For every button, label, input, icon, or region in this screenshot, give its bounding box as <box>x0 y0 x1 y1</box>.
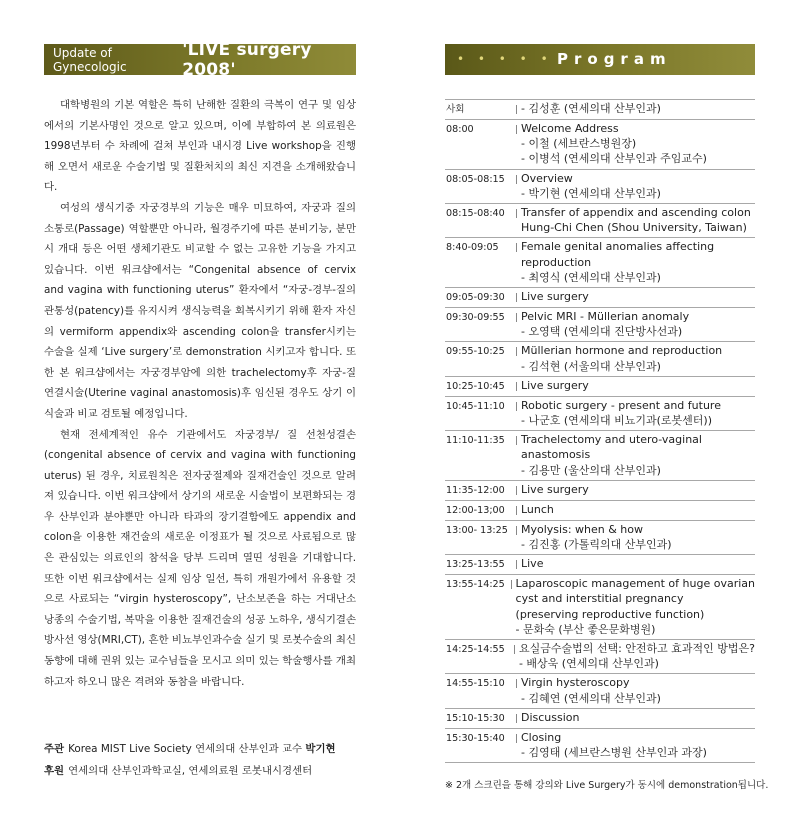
schedule-line: - 김혜연 (연세의대 산부인과) <box>521 691 661 705</box>
schedule-content <box>521 378 755 394</box>
support-label: 후원 <box>44 765 65 777</box>
schedule-row <box>445 397 755 431</box>
row-divider <box>514 289 521 305</box>
schedule-row <box>445 640 755 674</box>
row-divider <box>514 309 521 339</box>
schedule-time: 8:40-09:05 <box>446 242 499 254</box>
sponsor-info <box>44 738 364 782</box>
event-title-banner <box>44 39 356 80</box>
schedule-time: 11:10-11:35 <box>446 435 505 447</box>
schedule-line: Live surgery <box>521 482 589 496</box>
schedule-content <box>516 576 755 637</box>
schedule-content <box>521 522 755 552</box>
row-divider <box>512 641 519 671</box>
schedule-line: Trachelectomy and utero-vaginal <box>521 433 702 447</box>
schedule-line: - 나군호 (연세의대 비뇨기과(로봇센터)) <box>521 414 713 428</box>
schedule-row <box>445 431 755 481</box>
row-divider <box>514 343 521 373</box>
row-divider <box>514 730 521 760</box>
schedule-line: - 박기현 (연세의대 산부인과) <box>521 186 661 200</box>
schedule-line: anastomosis <box>521 448 591 462</box>
schedule-line: Myolysis: when & how <box>521 522 643 536</box>
schedule-time: 11:35-12:00 <box>446 484 505 496</box>
schedule-content <box>521 482 755 498</box>
schedule-line: Pelvic MRI - Müllerian anomaly <box>521 310 690 324</box>
host-label: 주관 <box>44 743 65 755</box>
left-column <box>44 39 356 692</box>
schedule-content <box>521 239 755 285</box>
schedule-row <box>445 575 755 640</box>
schedule-line: Transfer of appendix and ascending colon <box>521 206 751 220</box>
schedule-time: 08:15-08:40 <box>446 208 505 220</box>
schedule-time: 사회 <box>446 104 465 115</box>
row-divider <box>514 675 521 705</box>
schedule-line: Closing <box>521 730 562 744</box>
schedule-line: Discussion <box>521 710 580 724</box>
schedule-row <box>445 555 755 575</box>
schedule-row <box>445 342 755 376</box>
schedule-content <box>521 121 755 167</box>
schedule-row <box>445 238 755 288</box>
intro-paragraph-1: 대학병원의 기본 역할은 특히 난해한 질환의 극복이 연구 및 임상에서의 기본사명인 것으로 알고 있으며, 이에 부합하여 본 의료원은 1998년부터 수 차례에 걸쳐 부인과 내시경 Live workshop을 진행해 오면서 새로운 수술기법 및 질환처치의 최신 지견을 소개해왔습니다. <box>44 99 356 194</box>
program-schedule <box>445 99 755 763</box>
schedule-line: Live <box>521 557 544 571</box>
schedule-line: Female genital anomalies affecting <box>521 240 715 254</box>
schedule-line: - 배상욱 (연세의대 산부인과) <box>518 657 659 671</box>
schedule-line: 요실금수술법의 선택: 안전하고 효과적인 방법은? <box>518 642 755 656</box>
schedule-time: 08:05-08:15 <box>446 173 505 185</box>
schedule-line: - 김영태 (세브란스병원 산부인과 과장) <box>521 746 707 760</box>
schedule-line: (preserving reproductive function) <box>515 607 705 621</box>
program-banner <box>445 44 755 75</box>
schedule-time: 10:45-11:10 <box>446 400 505 412</box>
schedule-time: 10:25-10:45 <box>446 380 505 392</box>
schedule-row <box>445 729 755 763</box>
event-title-prefix: Update of Gynecologic <box>53 45 127 74</box>
row-divider <box>514 378 521 394</box>
schedule-row <box>445 308 755 342</box>
program-title: Program <box>557 50 672 68</box>
banner-dots: • • • • • • <box>457 52 574 66</box>
schedule-line: Live surgery <box>521 378 589 392</box>
host-line <box>44 738 364 760</box>
schedule-time: 09:30-09:55 <box>446 312 505 324</box>
schedule-line: - 김석현 (서울의대 산부인과) <box>521 359 661 373</box>
row-divider <box>514 398 521 428</box>
schedule-line: - 최영식 (연세의대 산부인과) <box>521 270 661 284</box>
schedule-line: Hung-Chi Chen (Shou University, Taiwan) <box>521 221 747 235</box>
schedule-time: 15:10-15:30 <box>446 712 505 724</box>
program-column <box>445 44 755 763</box>
schedule-line: Overview <box>521 171 573 185</box>
row-divider <box>514 710 521 726</box>
schedule-content <box>521 398 755 428</box>
schedule-line: Robotic surgery - present and future <box>521 398 721 412</box>
schedule-line: - 김성훈 (연세의대 산부인과) <box>521 102 661 115</box>
schedule-line: - 김진홍 (가톨릭의대 산부인과) <box>521 538 672 552</box>
schedule-line: - 이병석 (연세의대 산부인과 주임교수) <box>521 152 707 166</box>
schedule-line: - 김용만 (울산의대 산부인과) <box>521 463 661 477</box>
schedule-time: 13:00- 13:25 <box>446 524 508 536</box>
host-text: Korea MIST Live Society 연세의대 산부인과 교수 <box>68 743 303 755</box>
schedule-line: Virgin hysteroscopy <box>521 676 630 690</box>
intro-paragraph-2: 여성의 생식기중 자궁경부의 기능은 매우 미묘하여, 자궁과 질의 소통로(Passage) 역할뿐만 아니라, 월경주기에 따른 분비기능, 분만 시 개대 등은 어떤 생체기관도 비교할 수 없는 고유한 기능을 가지고 있습니다. 이번 워크샵에서는 “Congenital absence of cervix and vagina with functioning uterus” 환자에서 “자궁-경부-질의 관통성(patency)를 유지시켜 생식능력을 회복시키기 위해 환자 자신의 vermiform appendix와 ascending colon을 transfer시키는 수술을 실제 ‘Live surgery’로 demonstration 시키고자 합니다. 또한 본 워크샵에서는 자궁경부암에 의한 trachelectomy후 자궁-질 연결시술(Uterine vaginal anastomosis)후 임신된 경우도 상기 이식술과 비교 검토될 예정입니다. <box>44 201 356 420</box>
schedule-content <box>521 502 755 518</box>
schedule-content <box>521 101 755 117</box>
host-name: 박기현 <box>305 743 336 755</box>
row-divider <box>514 556 521 572</box>
footnote: ※ 2개 스크린을 통해 강의와 Live Surgery가 동시에 demonstration됩니다. <box>445 780 769 791</box>
schedule-time: 13:25-13:55 <box>446 559 505 571</box>
event-title: 'LIVE surgery 2008' <box>182 39 312 80</box>
schedule-content <box>521 309 755 339</box>
row-divider <box>514 522 521 552</box>
schedule-time: 14:55-15:10 <box>446 678 505 690</box>
schedule-time: 09:55-10:25 <box>446 346 505 358</box>
schedule-line: Live surgery <box>521 290 589 304</box>
support-line <box>44 760 364 782</box>
schedule-content <box>521 432 755 478</box>
schedule-content <box>521 710 755 726</box>
schedule-line: cyst and interstitial pregnancy <box>515 592 684 606</box>
schedule-line: - 이철 (세브란스병원장) <box>521 137 637 151</box>
schedule-content <box>521 205 755 235</box>
schedule-content <box>521 675 755 705</box>
schedule-row <box>445 377 755 397</box>
schedule-row <box>445 521 755 555</box>
schedule-time: 15:30-15:40 <box>446 732 505 744</box>
schedule-row <box>445 481 755 501</box>
schedule-time: 14:25-14:55 <box>446 644 505 656</box>
schedule-time: 09:05-09:30 <box>446 292 505 304</box>
schedule-content <box>521 289 755 305</box>
schedule-row <box>445 288 755 308</box>
schedule-line: reproduction <box>521 255 592 269</box>
schedule-row <box>445 674 755 708</box>
schedule-line: - 문화숙 (부산 좋은문화병원) <box>515 622 656 636</box>
schedule-row <box>445 170 755 204</box>
row-divider <box>514 101 521 117</box>
intro-paragraph-3: 현재 전세계적인 유수 기관에서도 자궁경부/ 질 선천성결손(congenital absence of cervix and vagina with functioning uterus) 된 경우, 치료원칙은 전자궁절제와 질재건술인 것으로 알려져 있습니다. 이번 워크샵에서 상기의 새로운 시술법이 보편화되는 경우 산부인과 분야뿐만 아니라 타과의 장기결함에도 appendix and colon을 이용한 재건술의 새로운 이정표가 될 것으로 사료됨으로 많은 관심있는 의료인의 참석을 당부 드리며 열띤 성원을 기대합니다. 또한 이번 워크샵에서는 실제 임상 일선, 특히 개원가에서 유용할 것으로 사료되는 “virgin hysteroscopy”, 난소보존을 하는 거대난소낭종의 수술기법, 복막을 이용한 질재건술의 성공 노하우, 생식기결손 방사선 영상(MRI,CT), 흔한 비뇨부인과수술 실기 및 로봇수술의 최신동향에 대해 권위 있는 교수님들을 모시고 의미 있는 학술행사를 개최하고자 하오니 많은 격려와 동참을 바랍니다. <box>44 428 356 688</box>
row-divider <box>514 121 521 167</box>
row-divider <box>509 576 515 637</box>
schedule-content <box>519 641 755 671</box>
schedule-time: 13:55-14:25 <box>446 579 505 591</box>
support-text: 연세의대 산부인과학교실, 연세의료원 로봇내시경센터 <box>68 765 313 777</box>
schedule-line: Welcome Address <box>521 122 619 135</box>
schedule-line: Lunch <box>521 502 554 516</box>
schedule-time: 08:00 <box>446 124 474 135</box>
schedule-content <box>521 556 755 572</box>
schedule-time: 12:00-13;00 <box>446 504 505 516</box>
row-divider <box>514 432 521 478</box>
schedule-line: - 오영택 (연세의대 진단방사선과) <box>521 325 683 339</box>
schedule-row <box>445 709 755 729</box>
schedule-row <box>445 501 755 521</box>
row-divider <box>514 502 521 518</box>
row-divider <box>514 239 521 285</box>
schedule-content <box>521 730 755 760</box>
schedule-row <box>445 120 755 170</box>
row-divider <box>514 171 521 201</box>
schedule-line: Laparoscopic management of huge ovarian <box>515 577 755 591</box>
schedule-content <box>521 343 755 373</box>
row-divider <box>514 482 521 498</box>
schedule-content <box>521 171 755 201</box>
schedule-row <box>445 204 755 238</box>
schedule-line: Müllerian hormone and reproduction <box>521 344 723 358</box>
intro-text <box>44 95 356 692</box>
row-divider <box>514 205 521 235</box>
schedule-row <box>445 99 755 120</box>
